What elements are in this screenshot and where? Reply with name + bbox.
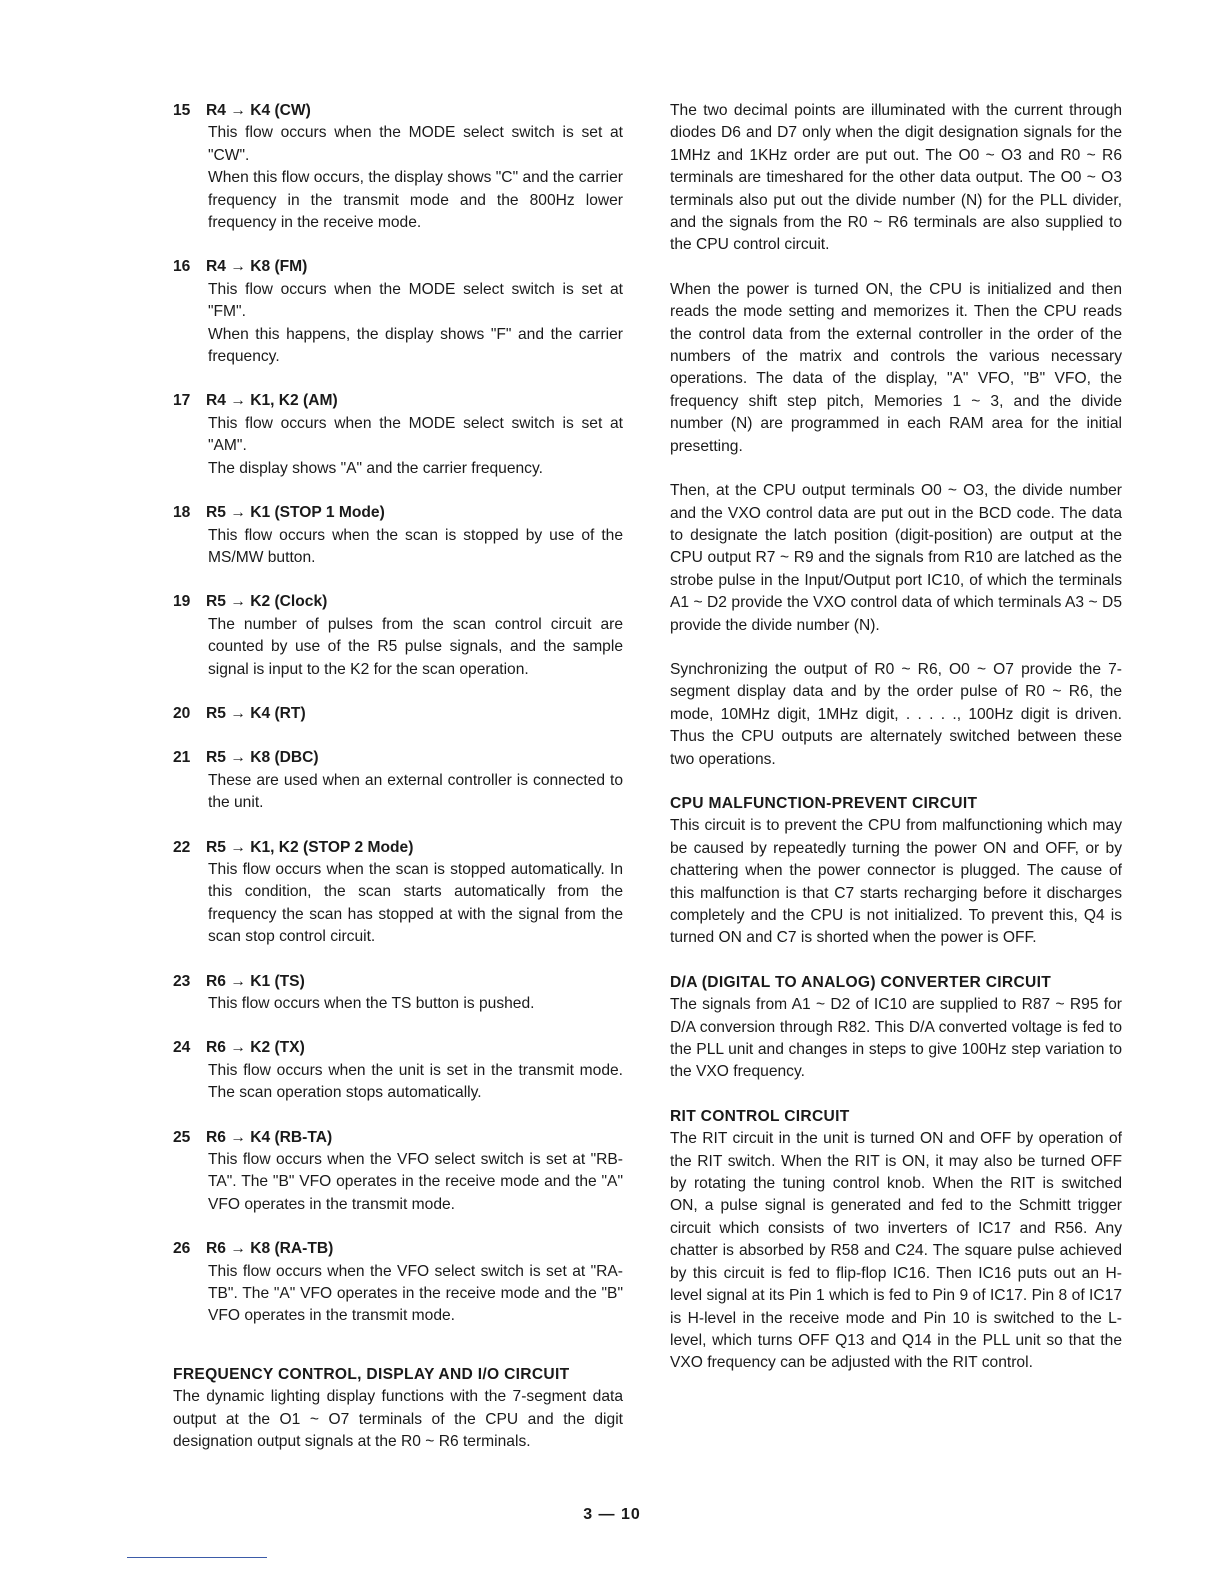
scan-edge-line	[127, 1557, 267, 1558]
flow-item-title: R5 → K4 (RT)	[206, 704, 306, 722]
flow-item-text: This flow occurs when the VFO select switch is set at "RA-TB". The "A" VFO operates in the receive mode and the "B" VFO operates in the transmit mode.	[208, 1262, 623, 1325]
flow-item-body	[208, 122, 623, 234]
flow-item-text: The display shows "A" and the carrier frequency.	[208, 459, 543, 477]
flow-item	[173, 971, 623, 1016]
paragraph-power-on: When the power is turned ON, the CPU is initialized and then reads the mode setting and memorizes it. Then the CPU reads the control data from the external controller in the order of the numbers of the matrix and controls the various necessary operations. The data of the display, "A" VFO, "B" VFO, the frequency shift step pitch, Memories 1 ~ 3, and the divide number (N) are programmed in each RAM area for the initial presetting.	[670, 280, 1122, 455]
frequency-control-text: The dynamic lighting display functions with the 7-segment data output at the O1 ~ O7 terminals of the CPU and the digit designation output signals at the R0 ~ R6 terminals.	[173, 1388, 623, 1451]
flow-item-number: 20	[173, 704, 191, 722]
flow-item-body	[208, 1261, 623, 1328]
frequency-control-section	[173, 1364, 623, 1454]
flow-item-text: This flow occurs when the scan is stopped automatically. In this condition, the scan starts automatically from the frequency the scan has stopped at with the signal from the scan stop control circuit.	[208, 860, 623, 946]
cpu-malfunction-text: This circuit is to prevent the CPU from malfunctioning which may be caused by repeatedly turning the power ON and OFF, or by chattering when the power connector is plugged. The cause of this malfunction is that C7 starts recharging before it discharges completely and the CPU is not initialized. To prevent this, Q4 is turned ON and C7 is shorted when the power is OFF.	[670, 817, 1122, 947]
flow-item-body	[208, 614, 623, 681]
flow-item	[173, 390, 623, 480]
flow-item-header	[173, 971, 623, 993]
flow-item-title: R5 → K1, K2 (STOP 2 Mode)	[206, 838, 414, 856]
flow-item-body	[208, 1149, 623, 1216]
flow-item	[173, 256, 623, 368]
right-column	[670, 100, 1122, 1397]
flow-item-number: 15	[173, 102, 191, 119]
paragraph-cpu-output: Then, at the CPU output terminals O0 ~ O3, the divide number and the VXO control data are put out in the BCD code. The data to designate the latch position (digit-position) are output at the CPU output R7 ~ R9 and the signals from R10 are latched as the strobe pulse in the Input/Output port IC10, of which the terminals A1 ~ D2 provide the VXO control data of which terminals A3 ~ D5 provide the divide number (N).	[670, 482, 1122, 634]
rit-control-heading: RIT CONTROL CIRCUIT	[670, 1107, 850, 1125]
flow-item-text: This flow occurs when the MODE select switch is set at "CW".	[208, 124, 623, 164]
flow-item-title: R5 → K1 (STOP 1 Mode)	[206, 504, 385, 522]
flow-item-text: This flow occurs when the unit is set in the transmit mode. The scan operation stops automatically.	[208, 1061, 623, 1102]
rit-control-text: The RIT circuit in the unit is turned ON and OFF by operation of the RIT switch. When the RIT is ON, it may also be turned OFF by rotating the tuning control knob. When the RIT is switched ON, a pulse signal is generated and fed to the Schmitt trigger circuit which consists of two inverters of IC17 and R56. Any chatter is absorbed by R58 and C24. The square pulse achieved by this circuit is fed to flip-flop IC16. Then IC16 puts out an H-level signal at its Pin 1 which is fed to Pin 9 of IC17. Pin 8 of IC17 is H-level in the receive mode and Pin 10 is switched to the L-level, which turns OFF Q13 and Q14 in the PLL unit so that the VXO frequency can be adjusted with the RIT control.	[670, 1130, 1122, 1372]
flow-item-body	[208, 859, 623, 949]
left-column	[173, 100, 623, 1454]
flow-item-number: 16	[173, 258, 191, 276]
da-converter-text: The signals from A1 ~ D2 of IC10 are supplied to R87 ~ R95 for D/A conversion through R82. This D/A converted voltage is fed to the PLL unit and changes in steps to give 100Hz step variation to the VXO frequency.	[670, 996, 1122, 1081]
flow-item-header	[173, 1127, 623, 1149]
flow-item-header	[173, 837, 623, 859]
flow-item-number: 23	[173, 972, 191, 990]
flow-item-header	[173, 502, 623, 524]
flow-item	[173, 502, 623, 569]
flow-item-body	[208, 993, 623, 1015]
flow-item-number: 21	[173, 749, 191, 767]
flow-item-body	[208, 525, 623, 570]
flow-item-title: R4 → K4 (CW)	[206, 102, 311, 119]
flow-item-header	[173, 390, 623, 412]
flow-item-title: R6 → K4 (RB-TA)	[206, 1128, 333, 1146]
flow-item-number: 26	[173, 1240, 191, 1258]
flow-item-header	[173, 591, 623, 613]
flow-item	[173, 591, 623, 681]
flow-item-title: R5 → K2 (Clock)	[206, 593, 328, 611]
cpu-malfunction-heading: CPU MALFUNCTION-PREVENT CIRCUIT	[670, 794, 978, 812]
paragraph-decimal-points: The two decimal points are illuminated with the current through diodes D6 and D7 only when the digit designation signals for the 1MHz and 1KHz order are put out. The O0 ~ O3 and R0 ~ R6 terminals are timeshared for the other data output. The O0 ~ O3 terminals also put out the divide number (N) for the PLL divider, and the signals from the R0 ~ R6 terminals are also supplied to the CPU control circuit.	[670, 102, 1122, 254]
flow-item-text: This flow occurs when the TS button is pushed.	[208, 995, 535, 1012]
paragraph-synchronizing: Synchronizing the output of R0 ~ R6, O0 ~ O7 provide the 7-segment display data and by the order pulse of R0 ~ R6, the mode, 10MHz digit, 1MHz digit, . . . . ., 100Hz digit is driven. Thus the CPU outputs are alternately switched between these two operations.	[670, 660, 1122, 768]
flow-item-number: 25	[173, 1128, 191, 1146]
flow-item-number: 22	[173, 838, 191, 856]
flow-item-header	[173, 1037, 623, 1059]
flow-item-number: 18	[173, 504, 191, 522]
flow-item-title: R5 → K8 (DBC)	[206, 749, 319, 767]
flow-item	[173, 100, 623, 234]
flow-item-title: R6 → K2 (TX)	[206, 1039, 305, 1057]
flow-item-text: When this flow occurs, the display shows "C" and the carrier frequency in the transmit mode and the 800Hz lower frequency in the receive mode.	[208, 169, 623, 232]
page-number: 3 — 10	[583, 1506, 641, 1523]
flow-item-title: R4 → K8 (FM)	[206, 258, 308, 276]
flow-item	[173, 1238, 623, 1328]
flow-item-body	[208, 1060, 623, 1105]
da-converter-heading: D/A (DIGITAL TO ANALOG) CONVERTER CIRCUIT	[670, 973, 1052, 991]
flow-item	[173, 1037, 623, 1104]
flow-item-text: This flow occurs when the MODE select switch is set at "AM".	[208, 414, 623, 455]
flow-item-text: When this happens, the display shows "F" and the carrier frequency.	[208, 325, 623, 366]
flow-item-number: 19	[173, 593, 191, 611]
flow-item-text: This flow occurs when the VFO select switch is set at "RB-TA". The "B" VFO operates in the receive mode and the "A" VFO operates in the transmit mode.	[208, 1151, 623, 1213]
flow-item	[173, 703, 623, 725]
flow-item-title: R6 → K1 (TS)	[206, 972, 305, 990]
flow-item-text: The number of pulses from the scan control circuit are counted by use of the R5 pulse signals, and the sample signal is input to the K2 for the scan operation.	[208, 615, 623, 678]
flow-item-header	[173, 1238, 623, 1260]
flow-item-text: These are used when an external controller is connected to the unit.	[208, 771, 623, 812]
flow-item-number: 17	[173, 392, 191, 410]
flow-item-body	[208, 413, 623, 480]
frequency-control-heading: FREQUENCY CONTROL, DISPLAY AND I/O CIRCUIT	[173, 1365, 570, 1383]
flow-item	[173, 1127, 623, 1217]
flow-item	[173, 837, 623, 949]
flow-item-text: This flow occurs when the MODE select switch is set at "FM".	[208, 280, 623, 321]
flow-item-header	[173, 256, 623, 278]
flow-item-header	[173, 703, 623, 725]
flow-item	[173, 747, 623, 814]
flow-item-header	[173, 100, 623, 122]
flow-item-header	[173, 747, 623, 769]
flow-item-title: R4 → K1, K2 (AM)	[206, 392, 338, 410]
flow-item-body	[208, 279, 623, 369]
flow-item-body	[208, 770, 623, 815]
flow-item-text: This flow occurs when the scan is stopped by use of the MS/MW button.	[208, 526, 623, 566]
flow-item-title: R6 → K8 (RA-TB)	[206, 1240, 334, 1258]
flow-item-list	[173, 100, 623, 1328]
flow-item-number: 24	[173, 1039, 191, 1057]
